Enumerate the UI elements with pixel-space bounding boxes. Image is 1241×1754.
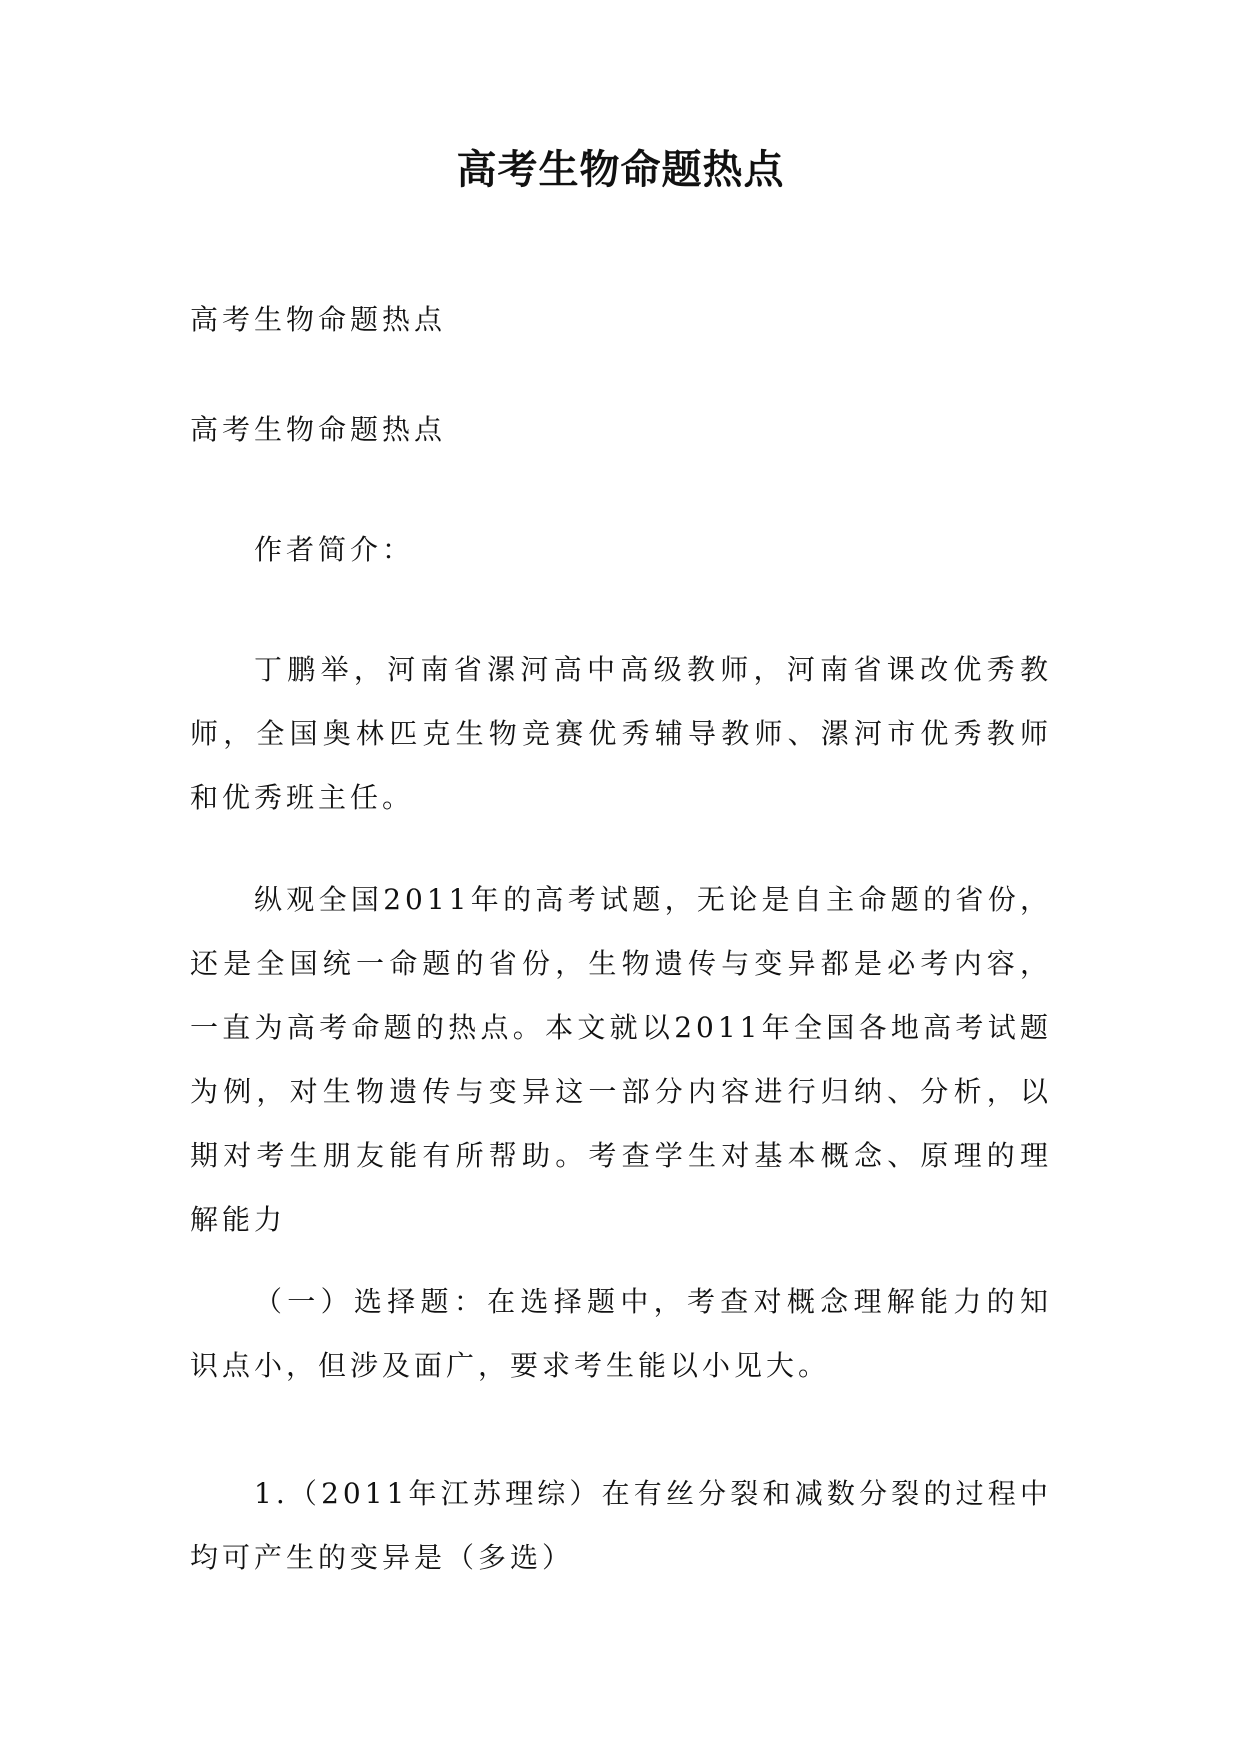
paragraph-subtitle-2: 高考生物命题热点 xyxy=(190,413,447,446)
paragraph-question-1: 1.（2011年江苏理综）在有丝分裂和减数分裂的过程中均可产生的变异是（多选） xyxy=(190,1477,1052,1574)
paragraph-author-bio: 丁鹏举，河南省漯河高中高级教师，河南省课改优秀教师，全国奥林匹克生物竞赛优秀辅导教师、漯河市优秀教师和优秀班主任。 xyxy=(190,653,1052,814)
document-title: 高考生物命题热点 xyxy=(456,146,785,193)
paragraph-overview: 纵观全国2011年的高考试题，无论是自主命题的省份，还是全国统一命题的省份，生物遗传与变异都是必考内容，一直为高考命题的热点。本文就以2011年全国各地高考试题为例，对生物遗传与变异这一部分内容进行归纳、分析，以期对考生朋友能有所帮助。考查学生对基本概念、原理的理解能力 xyxy=(190,883,1052,1236)
paragraph-choice-section: （一）选择题：在选择题中，考查对概念理解能力的知识点小，但涉及面广，要求考生能以小见大。 xyxy=(190,1285,1052,1382)
paragraph-subtitle-1: 高考生物命题热点 xyxy=(190,303,447,336)
paragraph-author-heading: 作者简介： xyxy=(254,533,415,566)
